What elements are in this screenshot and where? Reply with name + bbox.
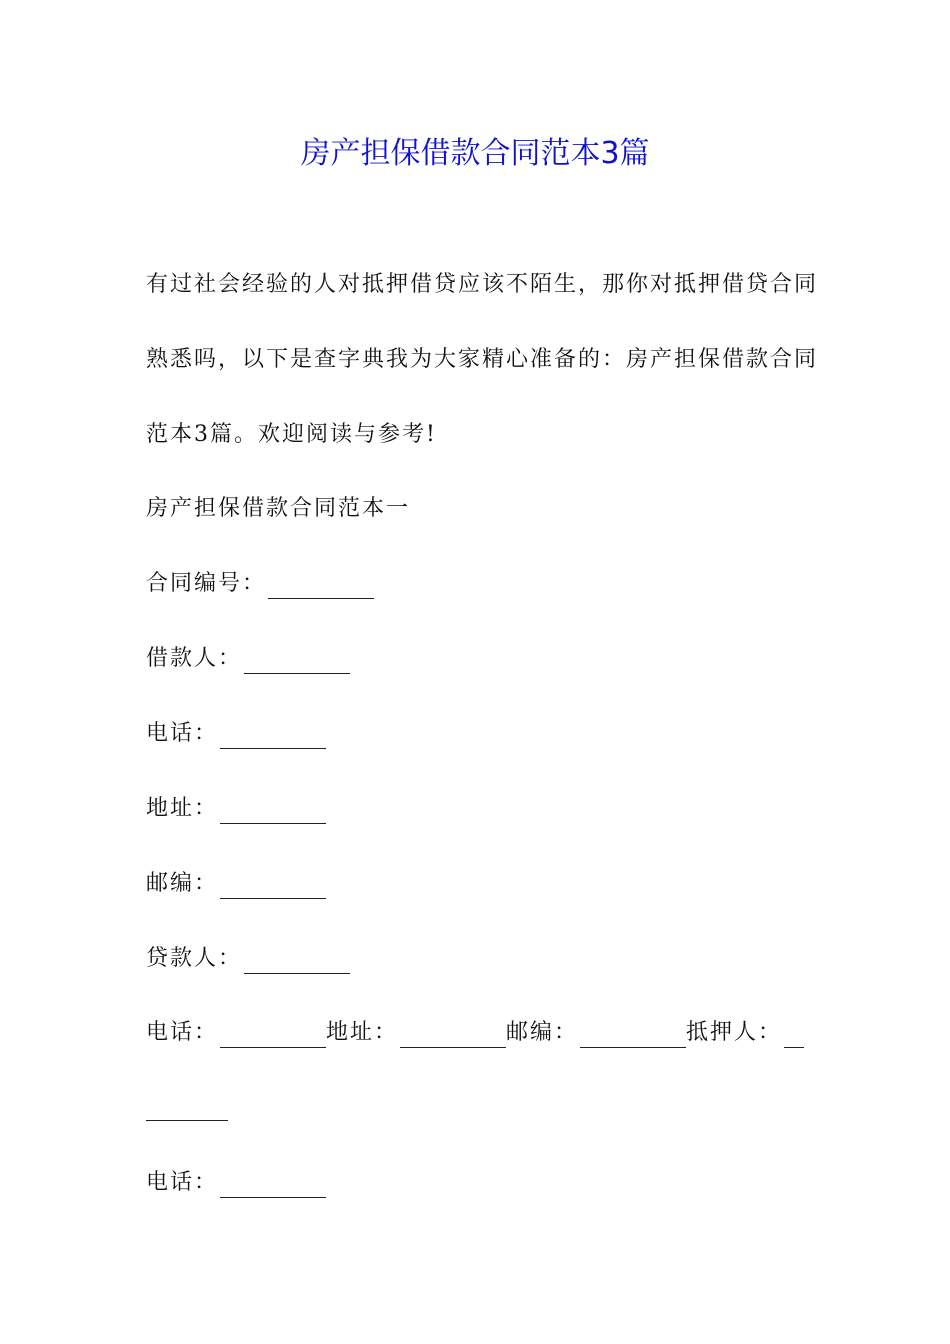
lender-blank: [244, 951, 350, 974]
phone-blank-2: [220, 1025, 326, 1048]
section-heading: 房产担保借款合同范本一: [146, 496, 411, 521]
intro-paragraph: 有过社会经验的人对抵押借贷应该不陌生，那你对抵押借贷合同熟悉吗，以下是查字典我为大家精心准备的：房产担保借款合同范本3篇。欢迎阅读与参考!: [146, 272, 819, 447]
contract-number-blank: [268, 576, 374, 599]
address-blank-2: [400, 1025, 506, 1048]
contract-number-label: 合同编号：: [146, 571, 267, 596]
address-blank-1: [220, 801, 326, 824]
address-line-1: [146, 794, 326, 824]
phone-label-1: 电话：: [146, 721, 219, 746]
postcode-blank-2: [580, 1025, 686, 1048]
postcode-blank-1: [220, 876, 326, 899]
phone-line-1: [146, 719, 326, 749]
borrower-label: 借款人：: [146, 646, 243, 671]
combined-contact-line: [146, 1018, 804, 1048]
postcode-label-1: 邮编：: [146, 871, 219, 896]
mortgagor-blank-start: [784, 1025, 804, 1048]
address-label-2: 地址：: [326, 1020, 399, 1045]
mortgagor-blank-continuation: [146, 1091, 228, 1121]
address-label-1: 地址：: [146, 796, 219, 821]
document-title: 房产担保借款合同范本3篇: [300, 136, 650, 171]
mortgagor-label: 抵押人：: [686, 1020, 783, 1045]
phone-blank-3: [220, 1175, 326, 1198]
lender-line: [146, 944, 350, 974]
borrower-line: [146, 644, 350, 674]
phone-label-2: 电话：: [146, 1020, 219, 1045]
postcode-label-2: 邮编：: [506, 1020, 579, 1045]
borrower-blank: [244, 651, 350, 674]
phone-label-3: 电话：: [146, 1170, 219, 1195]
phone-line-3: [146, 1168, 326, 1198]
postcode-line-1: [146, 869, 326, 899]
contract-number-line: [146, 569, 374, 599]
lender-label: 贷款人：: [146, 946, 243, 971]
phone-blank-1: [220, 726, 326, 749]
mortgagor-blank-end: [146, 1098, 228, 1121]
